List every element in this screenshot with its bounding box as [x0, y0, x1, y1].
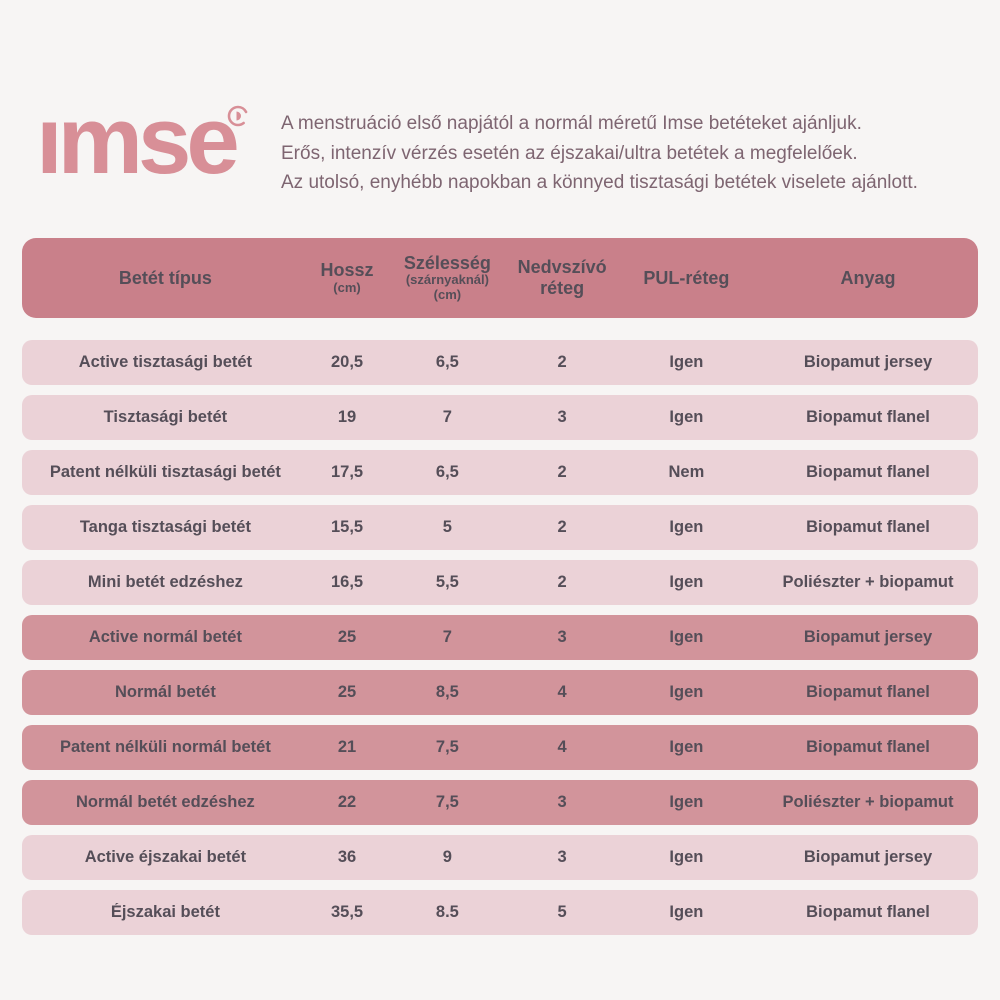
- cell-szelesseg: 8,5: [435, 683, 459, 701]
- cell-anyag: Biopamut flanel: [806, 463, 930, 481]
- cell-nedvszivo-reteg: 5: [557, 903, 567, 921]
- cell-nedvszivo-reteg: 3: [557, 628, 567, 646]
- cell-hossz: 36: [337, 848, 357, 866]
- cell-szelesseg: 6,5: [435, 463, 459, 481]
- cell-szelesseg: 5: [442, 518, 452, 536]
- cell-hossz: 21: [337, 738, 357, 756]
- cell-nedvszivo-reteg: 2: [557, 353, 567, 371]
- cell-pul-reteg: Igen: [669, 903, 704, 921]
- brand-logo: [36, 88, 286, 208]
- table-row: [22, 890, 978, 935]
- header-sublabel: (szárnyaknál): [405, 272, 489, 288]
- cell-pul-reteg: Nem: [668, 463, 705, 481]
- table-row: [22, 505, 978, 550]
- header-sublabel: (cm): [333, 279, 361, 295]
- table-row: [22, 780, 978, 825]
- cell-nedvszivo-reteg: 3: [557, 793, 567, 811]
- cell-anyag: Biopamut flanel: [806, 903, 930, 921]
- cell-nedvszivo-reteg: 3: [557, 408, 567, 426]
- cell-hossz: 25: [337, 628, 357, 646]
- trademark-icon: [226, 104, 250, 128]
- cell-hossz: 20,5: [330, 353, 364, 371]
- cell-hossz: 19: [337, 408, 357, 426]
- header-label: Nedvszívó réteg: [517, 257, 607, 298]
- cell-hossz: 17,5: [330, 463, 364, 481]
- header-cell-hossz: [309, 260, 385, 296]
- cell-hossz: 16,5: [330, 573, 364, 591]
- cell-betet-tipus: Tanga tisztasági betét: [79, 518, 251, 536]
- intro-line: Az utolsó, enyhébb napokban a könnyed tisztasági betétek viselete ajánlott.: [281, 172, 918, 193]
- cell-hossz: 35,5: [330, 903, 364, 921]
- cell-pul-reteg: Igen: [669, 793, 704, 811]
- cell-hossz: 15,5: [330, 518, 364, 536]
- cell-betet-tipus: Patent nélküli tisztasági betét: [49, 463, 281, 481]
- cell-betet-tipus: Active tisztasági betét: [78, 353, 253, 371]
- cell-szelesseg: 7: [442, 628, 452, 646]
- product-table: [22, 238, 978, 945]
- cell-szelesseg: 6,5: [435, 353, 459, 371]
- cell-szelesseg: 9: [442, 848, 452, 866]
- cell-nedvszivo-reteg: 4: [557, 683, 567, 701]
- cell-hossz: 25: [337, 683, 357, 701]
- cell-anyag: Biopamut jersey: [803, 353, 933, 371]
- cell-szelesseg: 7,5: [435, 738, 459, 756]
- table-row: [22, 395, 978, 440]
- cell-anyag: Biopamut jersey: [803, 848, 933, 866]
- logo-text: ımse: [36, 87, 235, 194]
- cell-hossz: 22: [337, 793, 357, 811]
- cell-anyag: Poliészter + biopamut: [782, 793, 954, 811]
- cell-betet-tipus: Active éjszakai betét: [84, 848, 247, 866]
- cell-betet-tipus: Tisztasági betét: [103, 408, 228, 426]
- cell-pul-reteg: Igen: [669, 518, 704, 536]
- table-row: [22, 340, 978, 385]
- cell-nedvszivo-reteg: 2: [557, 463, 567, 481]
- table-header: [22, 238, 978, 318]
- cell-pul-reteg: Igen: [669, 408, 704, 426]
- header-label: Betét típus: [118, 267, 212, 288]
- table-row: [22, 560, 978, 605]
- table-row: [22, 450, 978, 495]
- cell-nedvszivo-reteg: 3: [557, 848, 567, 866]
- cell-betet-tipus: Normál betét edzéshez: [75, 793, 255, 811]
- header-label: Hossz: [320, 260, 374, 281]
- intro-text: [281, 109, 918, 198]
- cell-szelesseg: 7,5: [435, 793, 459, 811]
- cell-pul-reteg: Igen: [669, 628, 704, 646]
- cell-szelesseg: 5,5: [435, 573, 459, 591]
- header-label: Anyag: [840, 267, 896, 288]
- cell-pul-reteg: Igen: [669, 683, 704, 701]
- cell-betet-tipus: Active normál betét: [88, 628, 242, 646]
- header-cell-anyag: [758, 268, 978, 289]
- cell-pul-reteg: Igen: [669, 573, 704, 591]
- header-cell-betet-tipus: [22, 268, 309, 289]
- header-cell-pul-reteg: [615, 268, 758, 289]
- cell-pul-reteg: Igen: [669, 848, 704, 866]
- table-row: [22, 615, 978, 660]
- cell-betet-tipus: Patent nélküli normál betét: [59, 738, 271, 756]
- cell-anyag: Biopamut flanel: [806, 518, 930, 536]
- table-row: [22, 670, 978, 715]
- cell-szelesseg: 8.5: [435, 903, 459, 921]
- table-row: [22, 835, 978, 880]
- cell-nedvszivo-reteg: 2: [557, 573, 567, 591]
- table-row: [22, 725, 978, 770]
- header-cell-nedvszivo-reteg: [510, 257, 615, 298]
- header-sublabel: (cm): [433, 287, 462, 303]
- table-body: [22, 340, 978, 935]
- cell-betet-tipus: Normál betét: [114, 683, 216, 701]
- intro-line: A menstruáció első napjától a normál méretű Imse betéteket ajánljuk.: [281, 113, 862, 134]
- header-label: Szélesség: [403, 252, 491, 273]
- cell-betet-tipus: Éjszakai betét: [110, 903, 220, 921]
- cell-szelesseg: 7: [442, 408, 452, 426]
- cell-nedvszivo-reteg: 4: [557, 738, 567, 756]
- cell-nedvszivo-reteg: 2: [557, 518, 567, 536]
- header-label: PUL-réteg: [643, 267, 730, 288]
- intro-line: Erős, intenzív vérzés esetén az éjszakai/ultra betétek a megfelelőek.: [281, 142, 858, 164]
- cell-anyag: Biopamut flanel: [806, 408, 930, 426]
- cell-pul-reteg: Igen: [669, 738, 704, 756]
- cell-betet-tipus: Mini betét edzéshez: [87, 573, 243, 591]
- header-cell-szelesseg: [385, 253, 509, 304]
- cell-anyag: Biopamut flanel: [806, 683, 930, 701]
- cell-anyag: Biopamut flanel: [806, 738, 930, 756]
- cell-anyag: Biopamut jersey: [803, 628, 933, 646]
- cell-pul-reteg: Igen: [669, 353, 704, 371]
- cell-anyag: Poliészter + biopamut: [782, 573, 954, 591]
